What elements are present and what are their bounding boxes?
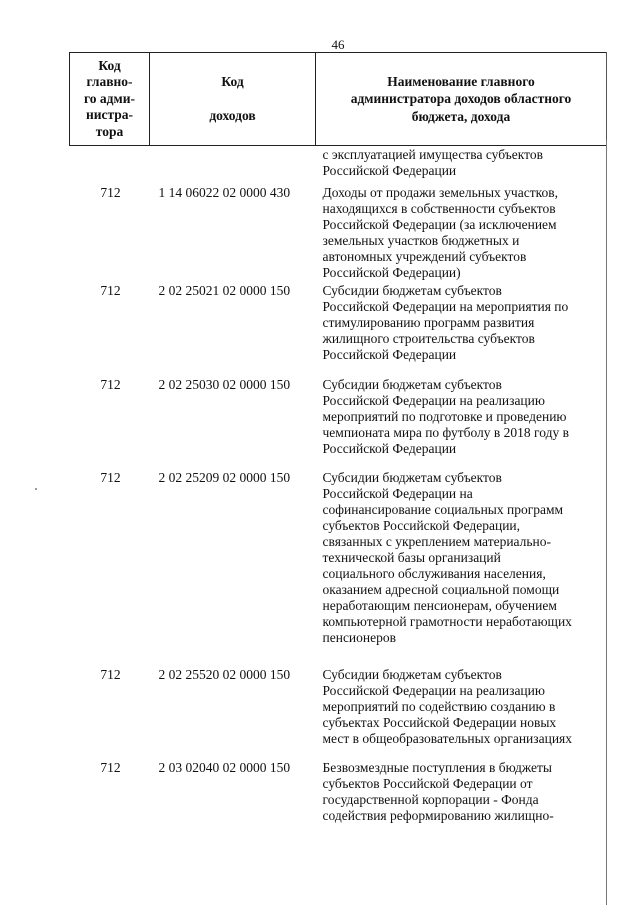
header-admin-line: нистра- (85, 107, 134, 123)
header-admin-line: тора (95, 123, 124, 139)
table-row (70, 468, 607, 665)
name-line: Безвозмездные поступления в бюджеты (322, 760, 552, 775)
header-admin-line: го адми- (84, 90, 135, 106)
name-line: Российской Федерации (322, 347, 457, 362)
header-name-line: администратора доходов областного (350, 91, 572, 107)
name-line: мероприятий по подготовке и проведению (322, 409, 567, 424)
cell-revenue-code: 2 02 25209 02 0000 150 (158, 470, 291, 485)
cell-name (316, 665, 607, 758)
table-row (70, 281, 607, 375)
table-row (70, 758, 607, 824)
name-line: Субсидии бюджетам субъектов (322, 667, 502, 682)
name-line: Доходы от продажи земельных участков, (322, 185, 558, 200)
header-admin-code (70, 53, 150, 146)
scan-speck (35, 488, 37, 490)
cell-admin-code: 712 (100, 667, 121, 682)
cell-admin-code: 712 (100, 377, 121, 392)
revenue-codes-table (69, 52, 607, 824)
name-line: субъектах Российской Федерации новых (322, 715, 557, 730)
cell-admin-code: 712 (100, 760, 121, 775)
continuation-row (70, 146, 607, 184)
name-line: Российской Федерации на (322, 486, 473, 501)
name-line: Российской Федерации на реализацию (322, 393, 545, 408)
header-admin-line: Код (98, 57, 121, 73)
name-line: земельных участков бюджетных и (322, 233, 520, 248)
header-code-line: доходов (209, 108, 256, 123)
name-line: оказанием адресной социальной помощи (322, 582, 560, 597)
cell-revenue-code: 2 02 25021 02 0000 150 (158, 283, 291, 298)
name-line: Российской Федерации на мероприятия по (322, 299, 569, 314)
name-line: Российской Федерации (за исключением (322, 217, 557, 232)
name-line: Российской Федерации) (322, 265, 461, 280)
cell-name (316, 183, 607, 281)
name-line: связанных с укреплением материально- (322, 534, 552, 549)
name-line: мест в общеобразовательных организациях (322, 731, 573, 746)
header-admin-line: главно- (86, 74, 133, 90)
cell-name (316, 468, 607, 665)
table-header (70, 53, 607, 146)
name-line: субъектов Российской Федерации от (322, 776, 533, 791)
table-row (70, 665, 607, 758)
cell-name (316, 758, 607, 824)
table-row (70, 375, 607, 468)
name-line: компьютерной грамотности неработающих (322, 614, 572, 629)
header-name-line: бюджета, дохода (411, 108, 511, 124)
name-line: государственной корпорации - Фонда (322, 792, 539, 807)
header-code-line: Код (221, 74, 244, 89)
cell-admin-code: 712 (100, 185, 121, 200)
cell-admin-code: 712 (100, 283, 121, 298)
table-row (70, 183, 607, 281)
name-line: Российской Федерации (322, 441, 457, 456)
name-line: находящихся в собственности субъектов (322, 201, 556, 216)
name-line: Субсидии бюджетам субъектов (322, 377, 502, 392)
name-line: автономных учреждений субъектов (322, 249, 527, 264)
cell-admin-code (70, 146, 150, 184)
header-name (316, 53, 607, 146)
name-line: Российской Федерации на реализацию (322, 683, 545, 698)
name-line: пенсионеров (322, 630, 396, 645)
table-body (70, 146, 607, 825)
name-line: Российской Федерации (322, 163, 457, 178)
name-line: технической базы организаций (322, 550, 501, 565)
name-line: софинансирование социальных программ (322, 502, 564, 517)
cell-revenue-code: 2 02 25030 02 0000 150 (158, 377, 291, 392)
cell-admin-code: 712 (100, 470, 121, 485)
header-revenue-code (150, 53, 316, 146)
revenue-table-container (69, 52, 606, 824)
name-line: субъектов Российской Федерации, (322, 518, 521, 533)
name-line: социального обслуживания населения, (322, 566, 546, 581)
name-line: Субсидии бюджетам субъектов (322, 470, 502, 485)
cell-revenue-code: 2 03 02040 02 0000 150 (158, 760, 291, 775)
page-number: 46 (331, 37, 345, 52)
cell-name (316, 146, 607, 184)
name-line: неработающим пенсионерам, обучением (322, 598, 557, 613)
header-name-line: Наименование главного (387, 73, 535, 89)
cell-revenue-code (150, 146, 316, 184)
cell-revenue-code: 1 14 06022 02 0000 430 (158, 185, 291, 200)
name-line: с эксплуатацией имущества субъектов (322, 147, 543, 162)
name-line: жилищного строительства субъектов (322, 331, 535, 346)
scan-edge-line (606, 140, 607, 905)
header-row (70, 53, 607, 146)
cell-name (316, 281, 607, 375)
name-line: чемпионата мира по футболу в 2018 году в (322, 425, 569, 440)
name-line: мероприятий по содействию созданию в (322, 699, 556, 714)
name-line: Субсидии бюджетам субъектов (322, 283, 502, 298)
name-line: содействия реформированию жилищно- (322, 808, 554, 823)
cell-revenue-code: 2 02 25520 02 0000 150 (158, 667, 291, 682)
name-line: стимулированию программ развития (322, 315, 535, 330)
cell-name (316, 375, 607, 468)
